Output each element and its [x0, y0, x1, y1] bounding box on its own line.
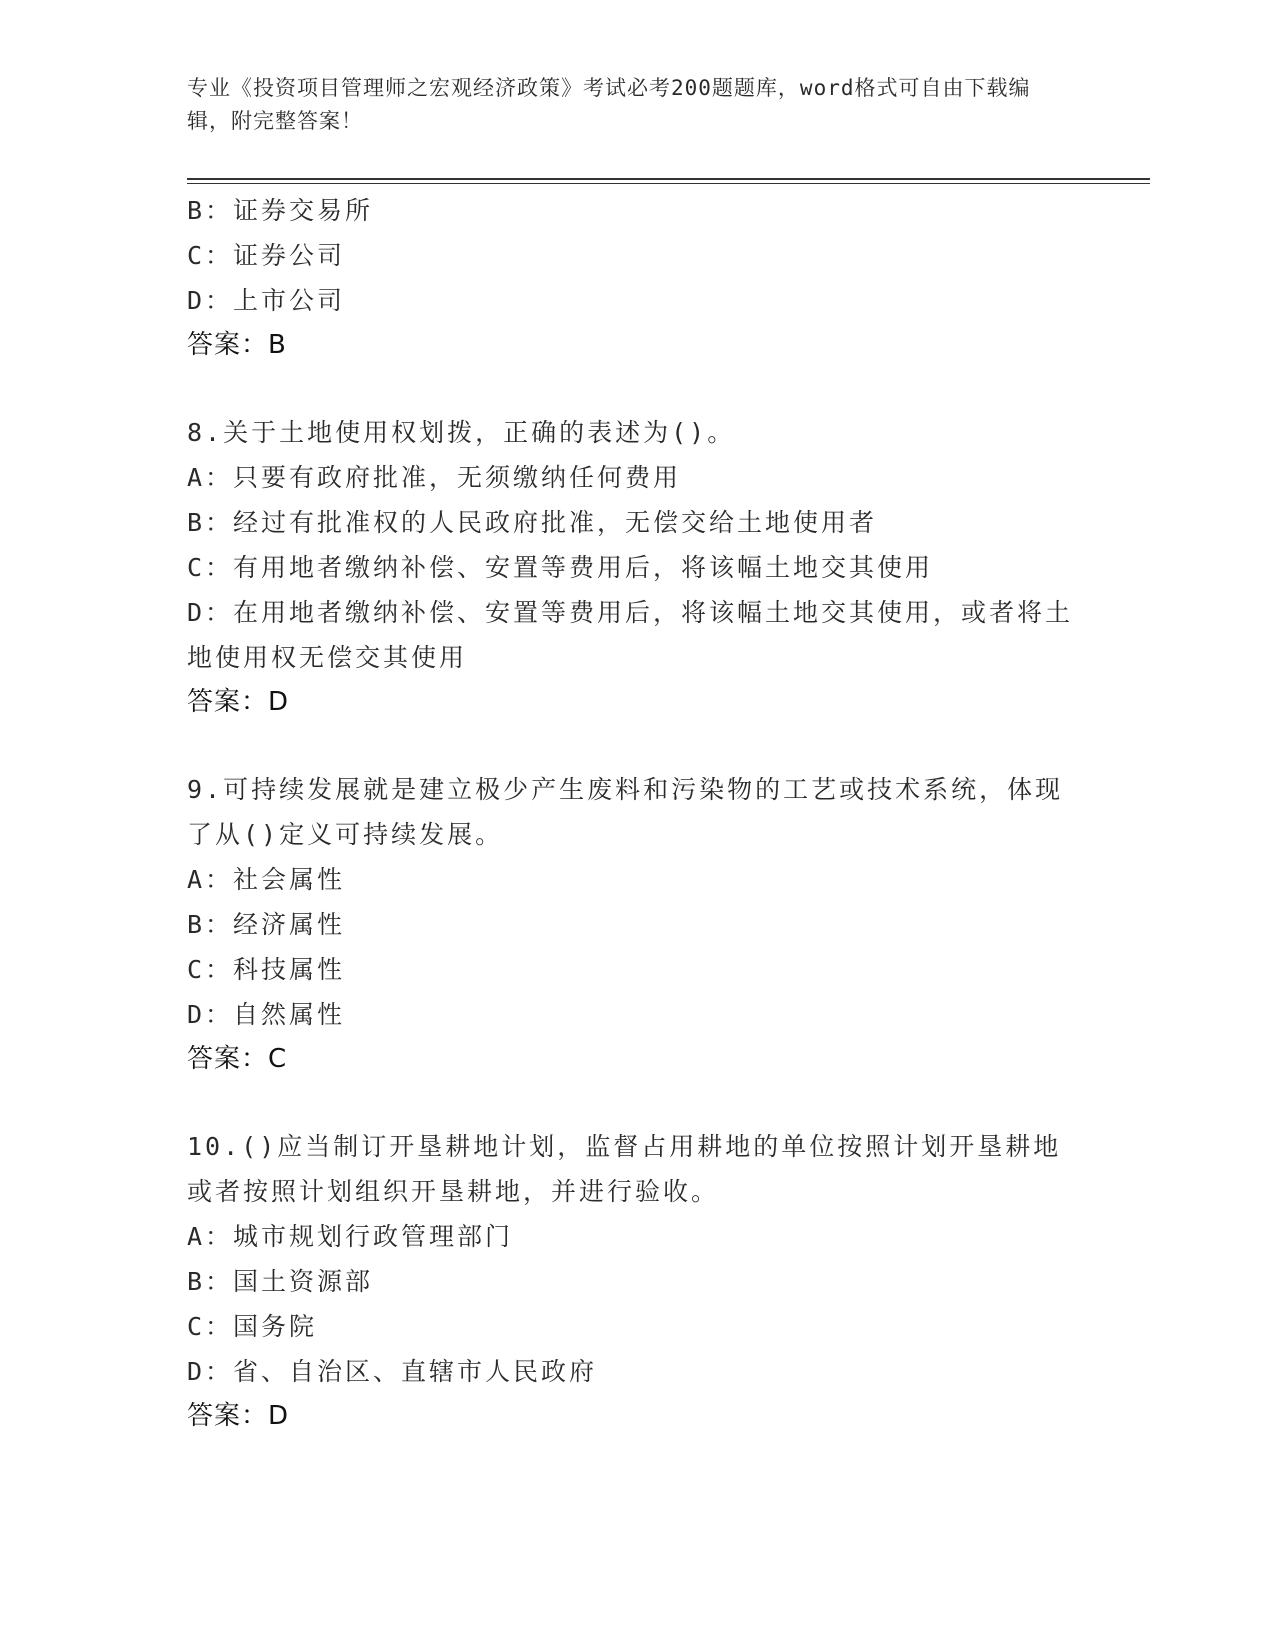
question-stem: 8.关于土地使用权划拨，正确的表述为()。	[187, 418, 736, 447]
option-d: D：在用地者缴纳补偿、安置等费用后，将该幅土地交其使用，或者将土地使用权无偿交其使用	[187, 598, 1074, 672]
option-b: B：经济属性	[187, 910, 346, 939]
question-stem: 9.可持续发展就是建立极少产生废料和污染物的工艺或技术系统，体现了从()定义可持续发展。	[187, 775, 1064, 849]
question-stem: 10.()应当制订开垦耕地计划，监督占用耕地的单位按照计划开垦耕地或者按照计划组织开垦耕地，并进行验收。	[187, 1132, 1062, 1206]
option-b: B：证券交易所	[187, 196, 374, 225]
header-rule-thin	[187, 183, 1150, 184]
spacer	[187, 725, 1087, 767]
option-d: D：自然属性	[187, 1000, 346, 1029]
question-content	[187, 188, 1087, 1439]
option-a: A：只要有政府批准，无须缴纳任何费用	[187, 463, 682, 492]
spacer	[187, 1082, 1087, 1124]
option-c: C：国务院	[187, 1312, 318, 1341]
option-b: B：经过有批准权的人民政府批准，无偿交给土地使用者	[187, 508, 878, 537]
question-10	[187, 1124, 1087, 1439]
option-b: B：国土资源部	[187, 1267, 374, 1296]
answer-line: 答案：C	[187, 1044, 288, 1074]
question-9	[187, 767, 1087, 1082]
answer-line: 答案：D	[187, 1401, 290, 1431]
option-c: C：证券公司	[187, 241, 346, 270]
answer-line: 答案：B	[187, 330, 287, 360]
option-d: D：上市公司	[187, 286, 346, 315]
answer-line: 答案：D	[187, 687, 290, 717]
option-c: C：科技属性	[187, 955, 346, 984]
spacer	[187, 368, 1087, 410]
question-7-tail	[187, 188, 1087, 368]
option-c: C：有用地者缴纳补偿、安置等费用后，将该幅土地交其使用	[187, 553, 934, 582]
document-header: 专业《投资项目管理师之宏观经济政策》考试必考200题题库，word格式可自由下载编辑，附完整答案！	[187, 76, 1031, 133]
question-8	[187, 410, 1087, 725]
option-d: D：省、自治区、直辖市人民政府	[187, 1357, 598, 1386]
header-rule-thick	[187, 178, 1150, 180]
option-a: A：城市规划行政管理部门	[187, 1222, 514, 1251]
option-a: A：社会属性	[187, 865, 346, 894]
